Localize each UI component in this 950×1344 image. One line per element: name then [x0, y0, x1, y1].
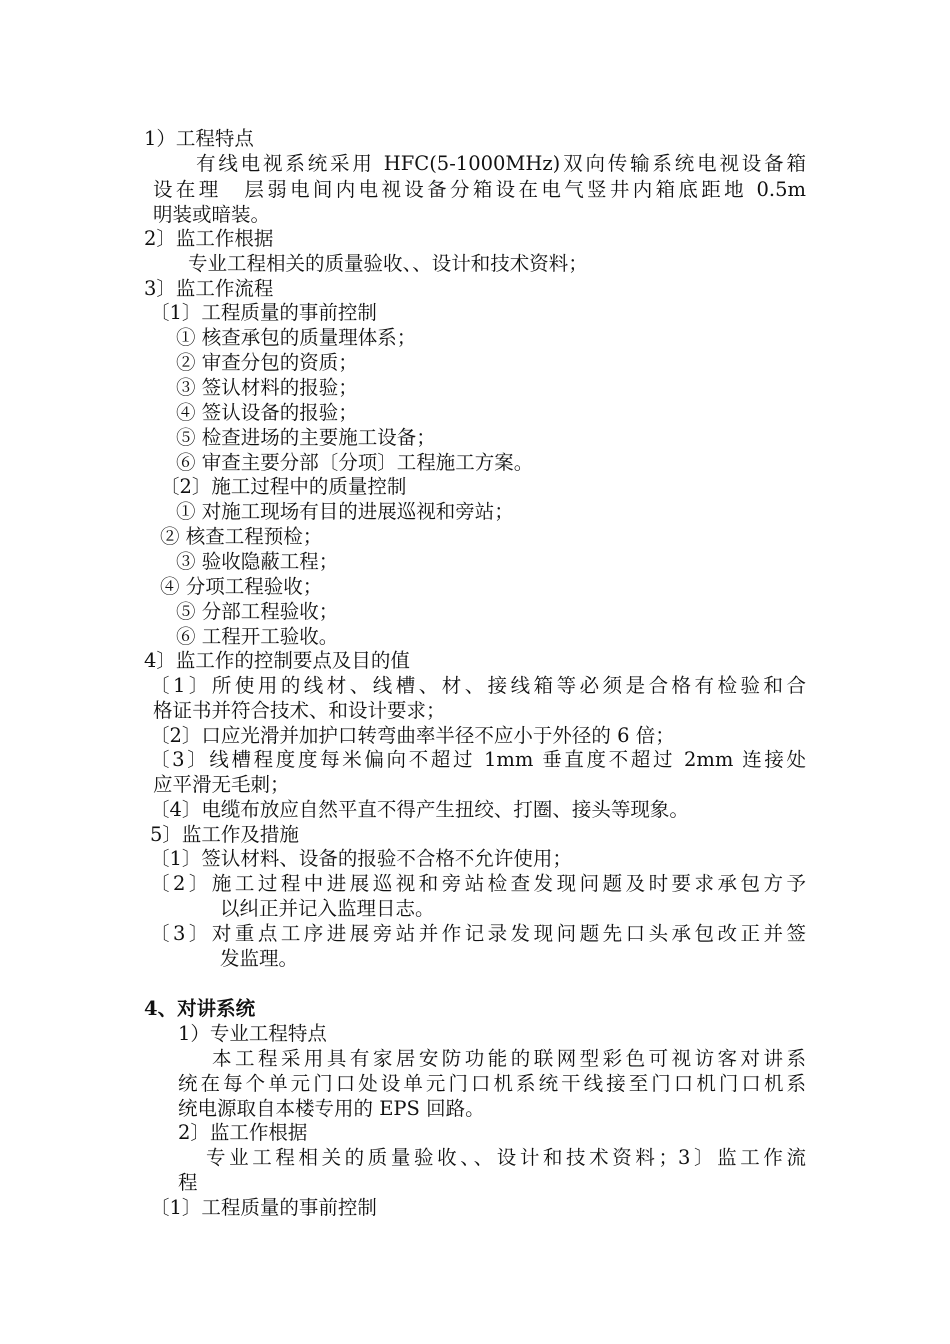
paragraph-line: 〔2〕施工过程中进展巡视和旁站检查发现问题及时要求承包方予	[150, 872, 806, 895]
subheading-line: 〔1〕工程质量的事前控制	[150, 1196, 377, 1219]
paragraph-line: 专业工程相关的质量验收、、设计和技术资料；3〕监工作流	[206, 1146, 806, 1169]
paragraph-line: 〔2〕口应光滑并加护口转弯曲率半径不应小于外径的 6 倍；	[150, 724, 675, 747]
list-item: ③ 验收隐蔽工程；	[176, 550, 339, 573]
heading-4-control: 4〕监工作的控制要点及目的值	[144, 649, 410, 672]
paragraph-line: 发监理。	[220, 947, 299, 970]
list-item: ① 核查承包的质量理体系；	[176, 326, 417, 349]
list-item: ⑤ 分部工程验收；	[176, 600, 339, 623]
section-title-intercom: 4、对讲系统	[144, 997, 256, 1020]
heading-1-features: 1）专业工程特点	[178, 1022, 327, 1045]
paragraph-line: 〔1〕签认材料、设备的报验不合格不允许使用；	[150, 847, 572, 870]
paragraph-line: 应平滑无毛刺；	[153, 773, 290, 796]
subheading-line: 〔1〕工程质量的事前控制	[150, 301, 377, 324]
paragraph-line: 〔4〕电缆布放应自然平直不得产生扭绞、打圈、接头等现象。	[150, 798, 689, 821]
heading-1-features: 1）工程特点	[144, 127, 254, 150]
paragraph-line: 程	[178, 1171, 198, 1194]
paragraph-line: 专业工程相关的质量验收、、设计和技术资料；	[188, 252, 588, 275]
heading-5-measures: 5〕监工作及措施	[150, 823, 299, 846]
paragraph-line: 格证书并符合技术、和设计要求；	[153, 699, 446, 722]
heading-2-basis: 2〕监工作根据	[144, 227, 274, 250]
paragraph-line: 〔3〕线槽程度度每米偏向不超过 1mm 垂直度不超过 2mm 连接处	[150, 748, 806, 771]
list-item: ⑥ 审查主要分部〔分项〕工程施工方案。	[176, 451, 534, 474]
list-item: ② 审查分包的资质；	[176, 351, 358, 374]
heading-3-process: 3〕监工作流程	[144, 277, 274, 300]
paragraph-line: 有线电视系统采用 HFC(5-1000MHz)双向传输系统电视设备箱	[196, 152, 806, 175]
paragraph-line: 明装或暗装。	[153, 203, 271, 226]
paragraph-line: 统电源取自本楼专用的 EPS 回路。	[178, 1097, 485, 1120]
paragraph-line: 〔1〕所使用的线材、线槽、材、接线箱等必须是合格有检验和合	[150, 674, 806, 697]
paragraph-line: 本工程采用具有家居安防功能的联网型彩色可视访客对讲系	[212, 1047, 806, 1070]
subheading-line: 〔2〕施工过程中的质量控制	[160, 475, 407, 498]
list-item: ② 核查工程预检；	[160, 525, 323, 548]
paragraph-line: 统在每个单元门口处设单元门口机系统干线接至门口机门口机系	[178, 1072, 806, 1095]
paragraph-line: 〔3〕对重点工序进展旁站并作记录发现问题先口头承包改正并签	[150, 922, 806, 945]
list-item: ④ 分项工程验收；	[160, 575, 323, 598]
paragraph-line: 以纠正并记入监理日志。	[220, 897, 435, 920]
list-item: ④ 签认设备的报验；	[176, 401, 358, 424]
list-item: ① 对施工现场有目的进展巡视和旁站；	[176, 500, 514, 523]
list-item: ③ 签认材料的报验；	[176, 376, 358, 399]
paragraph-line: 设在理 层弱电间内电视设备分箱设在电气竖井内箱底距地 0.5m	[153, 178, 806, 201]
list-item: ⑥ 工程开工验收。	[176, 625, 339, 648]
heading-2-basis: 2〕监工作根据	[178, 1121, 308, 1144]
list-item: ⑤ 检查进场的主要施工设备；	[176, 426, 436, 449]
